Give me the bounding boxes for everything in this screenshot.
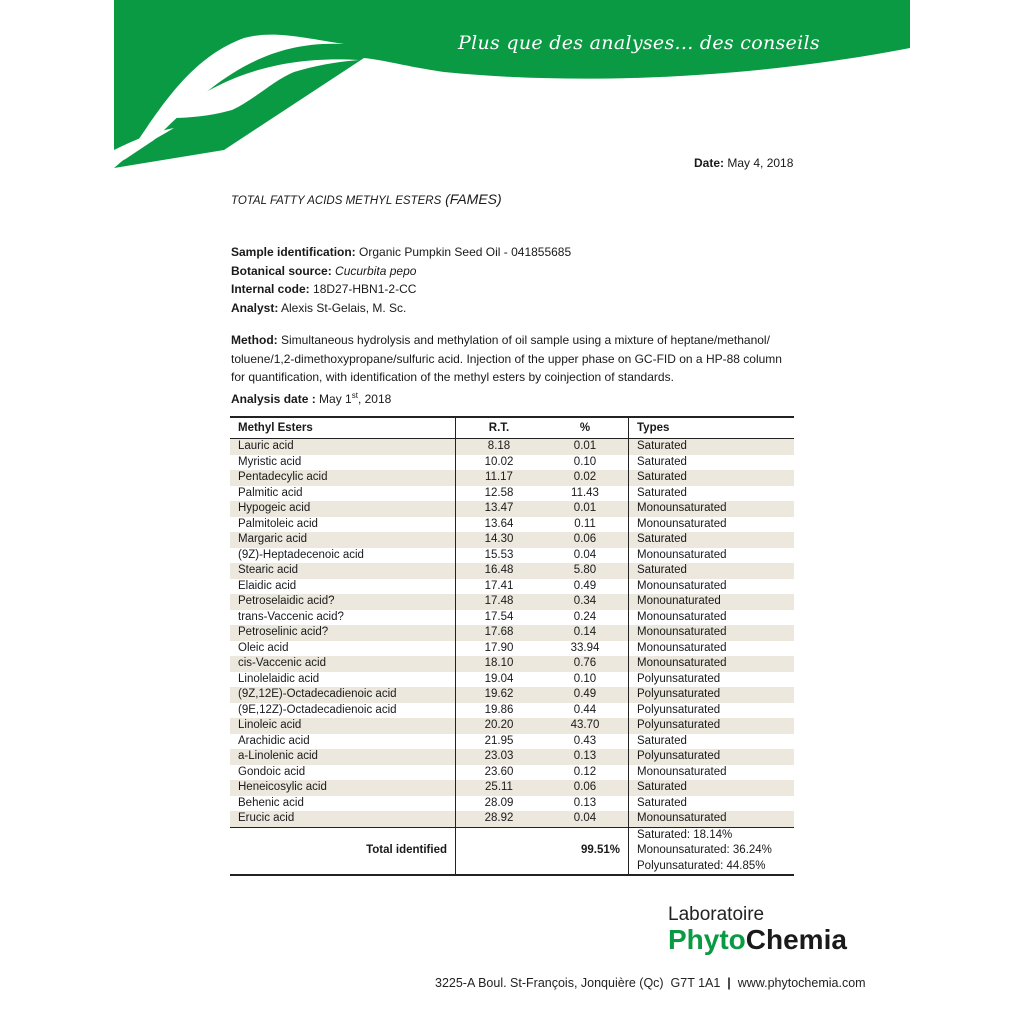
ester-name: (9Z)-Heptadecenoic acid — [230, 548, 456, 564]
info-value: Alexis St-Gelais, M. Sc. — [281, 300, 407, 315]
analysis-date — [231, 387, 796, 409]
ester-name: Erucic acid — [230, 811, 456, 827]
retention-time: 25.11 — [456, 780, 543, 796]
logo-line1: Laboratoire — [668, 904, 765, 925]
type: Polyunsaturated — [637, 672, 721, 685]
type: Monounsaturated — [629, 625, 795, 641]
ester-name: Margaric acid — [230, 532, 456, 548]
table-row — [230, 796, 794, 812]
title-suffix: (FAMES) — [445, 191, 502, 207]
table-row — [230, 470, 794, 486]
logo-line2 — [668, 924, 847, 956]
ester-name: Elaidic acid — [230, 579, 456, 595]
type: Saturated — [637, 486, 687, 499]
retention-time: 23.03 — [456, 749, 543, 765]
table-row — [230, 625, 794, 641]
retention-time: 18.10 — [456, 656, 543, 672]
info-label: Botanical source: — [231, 263, 332, 278]
type: Saturated — [637, 796, 687, 809]
retention-time: 20.20 — [456, 718, 543, 734]
retention-time: 28.09 — [484, 796, 514, 809]
total-saturated: Saturated: 18.14% — [637, 828, 733, 841]
ester-name: Linolelaidic acid — [230, 672, 456, 688]
footer-website[interactable]: www.phytochemia.com — [737, 976, 866, 990]
footer-separator: | — [727, 976, 731, 990]
total-value: 99.51% — [542, 827, 629, 875]
info-code — [231, 280, 571, 299]
table-row — [230, 656, 794, 672]
retention-time: 17.68 — [456, 625, 543, 641]
total-row — [230, 827, 794, 875]
ester-name: trans-Vaccenic acid? — [230, 610, 456, 626]
type: Monounsaturated — [637, 548, 727, 561]
method-section — [231, 331, 796, 408]
ester-name: Linoleic acid — [230, 718, 456, 734]
ester-name: Hypogeic acid — [230, 501, 456, 517]
info-label: Sample identification: — [231, 245, 356, 259]
type: Monounsaturated — [637, 765, 727, 778]
ester-name: Arachidic acid — [230, 734, 456, 750]
ester-name: a-Linolenic acid — [230, 749, 456, 765]
percent: 0.01 — [542, 501, 629, 517]
percent: 43.70 — [542, 718, 629, 734]
percent: 0.44 — [542, 703, 629, 719]
retention-time: 23.60 — [484, 765, 514, 778]
percent: 0.76 — [542, 656, 629, 672]
table-row — [230, 439, 794, 455]
table-row — [230, 687, 794, 703]
logo-chemia: Chemia — [745, 924, 847, 955]
percent: 0.02 — [542, 470, 629, 486]
header-methyl-esters: Methyl Esters — [230, 417, 456, 439]
retention-time: 17.54 — [484, 610, 514, 623]
retention-time: 11.17 — [456, 470, 543, 486]
type: Monounsaturated — [637, 579, 727, 592]
header-rt: R.T. — [456, 417, 543, 439]
sample-info — [231, 243, 571, 317]
ester-name: cis-Vaccenic acid — [230, 656, 456, 672]
table-header — [230, 417, 794, 439]
table-row — [230, 641, 794, 657]
retention-time: 12.58 — [484, 486, 514, 499]
ester-name: (9E,12Z)-Octadecadienoic acid — [230, 703, 456, 719]
type: Polyunsaturated — [637, 703, 721, 716]
table-row — [230, 455, 794, 471]
ester-name: Pentadecylic acid — [230, 470, 456, 486]
ester-name: Myristic acid — [230, 455, 456, 471]
analysis-date-value: May 1 — [319, 391, 352, 406]
percent: 0.11 — [542, 517, 629, 533]
percent: 5.80 — [542, 563, 629, 579]
table-row — [230, 703, 794, 719]
table-row — [230, 532, 794, 548]
retention-time: 19.62 — [456, 687, 543, 703]
info-value: 18D27-HBN1-2-CC — [313, 282, 417, 296]
retention-time: 28.92 — [456, 811, 543, 827]
retention-time: 17.48 — [456, 594, 543, 610]
title-main: TOTAL FATTY ACIDS METHYL ESTERS — [231, 195, 442, 207]
table-row — [230, 672, 794, 688]
slogan: Plus que des analyses... des conseils — [458, 32, 820, 54]
type: Saturated — [637, 455, 687, 468]
table-row — [230, 811, 794, 827]
footer — [435, 976, 866, 990]
total-polyunsaturated: Polyunsaturated: 44.85% — [637, 859, 766, 872]
retention-time: 10.02 — [484, 455, 514, 468]
retention-time: 14.30 — [456, 532, 543, 548]
analysis-date-sup: st — [351, 390, 358, 400]
retention-time: 21.95 — [484, 734, 514, 747]
info-analyst — [231, 299, 571, 318]
type: Saturated — [629, 439, 795, 455]
ester-name: Petroselaidic acid? — [230, 594, 456, 610]
footer-address: 3225-A Boul. St-François, Jonquière (Qc) G7T 1A1 — [435, 976, 721, 990]
header-banner — [114, 0, 910, 180]
method-description: Simultaneous hydrolysis and methylation of oil sample using a mixture of heptane/methanol/ toluene/1,2-dimethoxypropane/sulfuric acid. Injection of the upper phase on GC-FID on a HP-88 column for quantification, with identification of the methyl esters by coinjection of standards. — [231, 333, 782, 384]
type: Saturated — [637, 734, 687, 747]
info-botanical — [231, 262, 571, 281]
percent: 33.94 — [542, 641, 629, 657]
ester-name: Gondoic acid — [230, 765, 456, 781]
percent: 0.24 — [542, 610, 629, 626]
retention-time: 13.47 — [456, 501, 543, 517]
info-value: Organic Pumpkin Seed Oil - 041855685 — [359, 245, 572, 259]
retention-time: 16.48 — [456, 563, 543, 579]
percent: 0.10 — [542, 672, 629, 688]
info-value: Cucurbita pepo — [335, 263, 417, 278]
percent: 11.43 — [542, 486, 629, 502]
total-types — [629, 827, 795, 875]
table-row — [230, 579, 794, 595]
info-label: Internal code: — [231, 282, 310, 296]
fames-table — [230, 416, 794, 876]
ester-name: Stearic acid — [230, 563, 456, 579]
type: Polyunsaturated — [629, 749, 795, 765]
retention-time: 19.86 — [484, 703, 514, 716]
table-row — [230, 765, 794, 781]
table-row — [230, 517, 794, 533]
retention-time: 17.41 — [484, 579, 514, 592]
date-value: May 4, 2018 — [727, 156, 794, 170]
table-row — [230, 563, 794, 579]
type: Monounaturated — [629, 594, 795, 610]
retention-time: 17.90 — [484, 641, 514, 654]
phytochemia-logo — [668, 904, 847, 956]
type: Monounsaturated — [637, 610, 727, 623]
ester-name: Behenic acid — [230, 796, 456, 812]
percent: 0.49 — [542, 579, 629, 595]
table-row — [230, 718, 794, 734]
percent: 0.34 — [542, 594, 629, 610]
type: Monounsaturated — [637, 641, 727, 654]
analysis-date-year: , 2018 — [357, 391, 392, 406]
type: Monounsaturated — [629, 656, 795, 672]
ester-name: Palmitic acid — [230, 486, 456, 502]
method-text — [231, 331, 796, 387]
document-title — [231, 191, 502, 207]
ester-name: Petroselinic acid? — [230, 625, 456, 641]
percent: 0.13 — [542, 796, 629, 812]
total-label: Total identified — [230, 827, 456, 875]
type: Saturated — [629, 563, 795, 579]
total-rt — [456, 827, 543, 875]
percent: 0.14 — [542, 625, 629, 641]
analysis-date-label: Analysis date : — [231, 391, 316, 406]
table-row — [230, 486, 794, 502]
ester-name: (9Z,12E)-Octadecadienoic acid — [230, 687, 456, 703]
percent: 0.10 — [542, 455, 629, 471]
retention-time: 13.64 — [484, 517, 514, 530]
report-date — [694, 156, 793, 170]
percent: 0.49 — [542, 687, 629, 703]
header-types: Types — [629, 417, 795, 439]
ester-name: Palmitoleic acid — [230, 517, 456, 533]
table-row — [230, 734, 794, 750]
type: Monounsaturated — [629, 501, 795, 517]
type: Polyunsaturated — [629, 687, 795, 703]
table-row — [230, 749, 794, 765]
retention-time: 19.04 — [484, 672, 514, 685]
table-row — [230, 594, 794, 610]
logo-phyto: Phyto — [668, 924, 746, 955]
info-label: Analyst: — [231, 300, 279, 315]
method-label: Method: — [231, 333, 278, 347]
type: Monounsaturated — [637, 517, 727, 530]
retention-time: 8.18 — [456, 439, 543, 455]
date-label: Date: — [694, 156, 725, 170]
percent: 0.04 — [542, 811, 629, 827]
type: Saturated — [629, 470, 795, 486]
type: Polyunsaturated — [629, 718, 795, 734]
percent: 0.06 — [542, 532, 629, 548]
type: Monounsaturated — [629, 811, 795, 827]
ester-name: Heneicosylic acid — [230, 780, 456, 796]
percent: 0.43 — [542, 734, 629, 750]
table-row — [230, 501, 794, 517]
table-row — [230, 610, 794, 626]
info-sample — [231, 243, 571, 262]
percent: 0.06 — [542, 780, 629, 796]
table-row — [230, 780, 794, 796]
header-percent: % — [542, 417, 629, 439]
ester-name: Lauric acid — [230, 439, 456, 455]
table-row — [230, 548, 794, 564]
total-monounsaturated: Monounsaturated: 36.24% — [637, 844, 772, 856]
percent: 0.13 — [542, 749, 629, 765]
retention-time: 15.53 — [484, 548, 514, 561]
type: Saturated — [629, 780, 795, 796]
percent: 0.01 — [542, 439, 629, 455]
percent: 0.12 — [542, 765, 629, 781]
ester-name: Oleic acid — [230, 641, 456, 657]
percent: 0.04 — [542, 548, 629, 564]
type: Saturated — [629, 532, 795, 548]
